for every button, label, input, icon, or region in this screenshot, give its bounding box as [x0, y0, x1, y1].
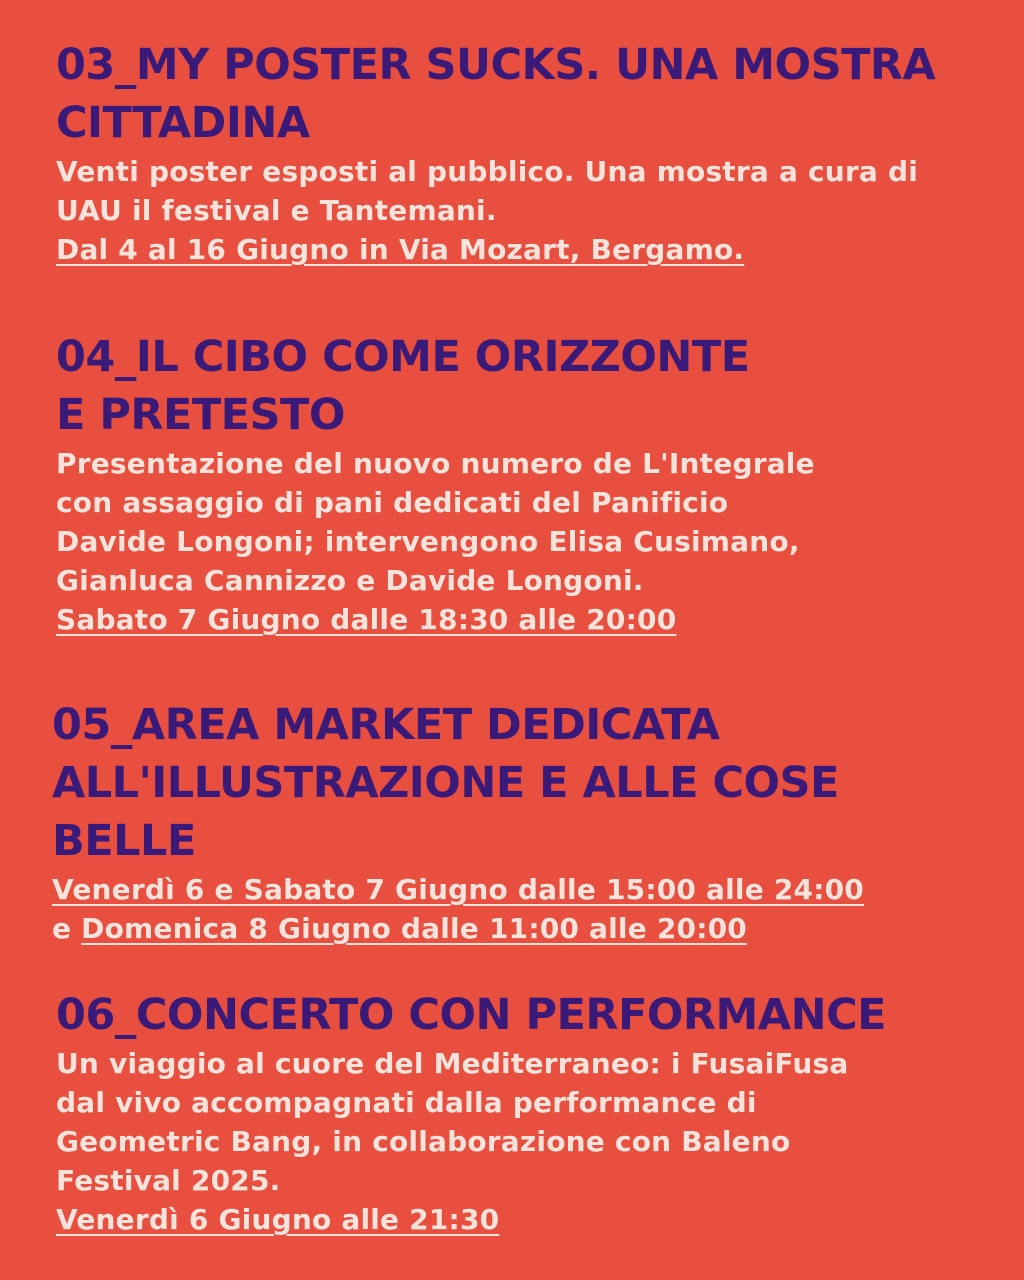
section-05-connector: e: [52, 912, 72, 945]
section-03-description: [56, 152, 1004, 230]
section-06: [56, 986, 1004, 1239]
section-03-title: [56, 36, 1004, 152]
section-05: [52, 696, 1004, 948]
section-04-desc-line-1: Presentazione del nuovo numero de L'Integrale: [56, 447, 815, 480]
section-05-title-line-2: ALL'ILLUSTRAZIONE E ALLE COSE: [52, 758, 839, 808]
section-03-desc-line-2: UAU il festival e Tantemani.: [56, 194, 497, 227]
section-04-date-text: Sabato 7 Giugno dalle 18:30 alle 20:00: [56, 603, 677, 636]
section-04-description: [56, 444, 1004, 600]
section-05-title-line-3: BELLE: [52, 816, 196, 866]
section-03-title-line-1: 03_MY POSTER SUCKS. UNA MOSTRA: [56, 40, 936, 90]
section-05-title: [52, 696, 1004, 870]
section-04-title-line-1: 04_IL CIBO COME ORIZZONTE: [56, 332, 750, 382]
section-04-desc-line-2: con assaggio di pani dedicati del Panificio: [56, 486, 729, 519]
section-03-date-text: Dal 4 al 16 Giugno in Via Mozart, Bergamo.: [56, 233, 745, 266]
section-06-description: [56, 1044, 1004, 1200]
section-03-title-line-2: CITTADINA: [56, 98, 310, 148]
section-04: [56, 328, 1004, 639]
section-05-title-line-1: 05_AREA MARKET DEDICATA: [52, 700, 720, 750]
section-04-desc-line-4: Gianluca Cannizzo e Davide Longoni.: [56, 564, 644, 597]
section-06-desc-line-2: dal vivo accompagnati dalla performance di: [56, 1086, 757, 1119]
section-05-date-line-1: Venerdì 6 e Sabato 7 Giugno dalle 15:00 alle 24:00: [52, 873, 864, 906]
section-04-title: [56, 328, 1004, 444]
section-06-desc-line-4: Festival 2025.: [56, 1164, 281, 1197]
section-06-title: [56, 986, 1004, 1044]
section-03-desc-line-1: Venti poster esposti al pubblico. Una mostra a cura di: [56, 155, 919, 188]
section-06-date-text: Venerdì 6 Giugno alle 21:30: [56, 1203, 500, 1236]
section-05-date-line-2: Domenica 8 Giugno dalle 11:00 alle 20:00: [81, 912, 747, 945]
section-06-date: [56, 1200, 1004, 1239]
section-04-date: [56, 600, 1004, 639]
section-04-title-line-2: E PRETESTO: [56, 390, 345, 440]
section-06-title-line-1: 06_CONCERTO CON PERFORMANCE: [56, 990, 886, 1040]
section-06-desc-line-1: Un viaggio al cuore del Mediterraneo: i FusaiFusa: [56, 1047, 849, 1080]
section-03: [56, 36, 1004, 269]
section-03-date: [56, 230, 1004, 269]
section-04-desc-line-3: Davide Longoni; intervengono Elisa Cusimano,: [56, 525, 800, 558]
section-06-desc-line-3: Geometric Bang, in collaborazione con Baleno: [56, 1125, 791, 1158]
section-05-dates: [52, 870, 1004, 948]
